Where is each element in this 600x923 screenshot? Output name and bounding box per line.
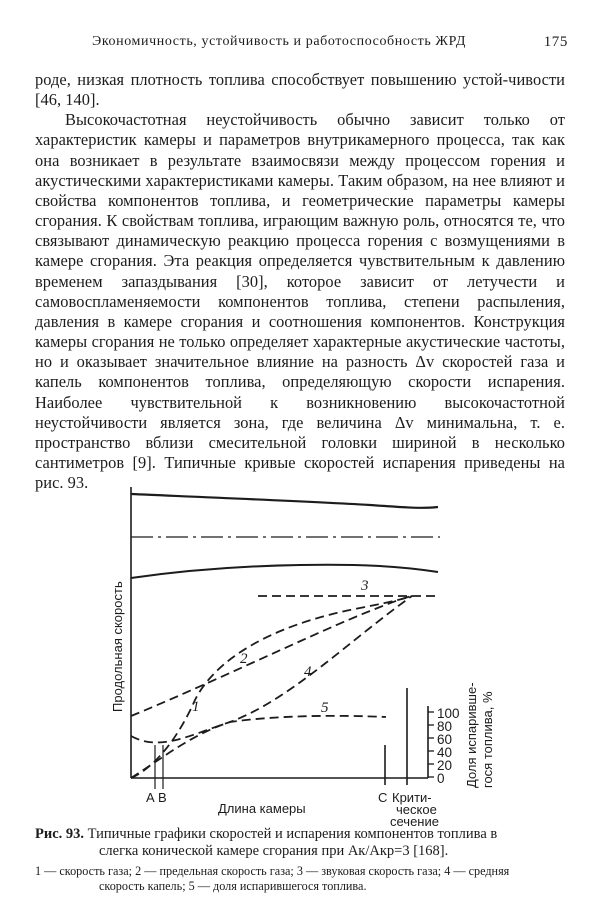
curve-5	[131, 716, 386, 778]
critical-label-3: сечение	[390, 814, 439, 826]
paragraph-main: Высокочастотная неустойчивость обычно зависит только от характеристик камеры и параметров внутрикамерного процесса, так как она возникает в результате взаимосвязи между процессом горения и акустическими характеристиками камеры. Таким образом, на нее влияют и свойства компонентов топлива, и геометрические параметры камеры сгорания. К свойствам топлива, играющим важную роль, относятся те, что связывают динамическую реакцию процесса горения с возмущениями в камере сгорания. Эта реакция определяется чувствительным к давлению временем запаздывания [30], которое зависит от летучести и самовоспламеняемости компонентов топлива, степени распыления, давления в камере сгорания и соотношения компонентов. Конструкция камеры сгорания не только определяет характерные акустические частоты, но и оказывает значительное влияние на разность Δv скоростей газа и капель компонентов топлива, определяющую скорости испарения. Наиболее чувствительной к возникновению высокочастотной неустойчивости является зона, где величина Δv минимальна, т. е. пространство вблизи смесительной головки шириной в несколько сантиметров [9]. Типичные кривые скоростей испарения приведены на рис. 93.	[35, 110, 565, 493]
curve-label-1: 1	[192, 699, 200, 715]
tick-0: 0	[437, 771, 445, 786]
curve-label-4: 4	[304, 664, 312, 680]
paragraph-continuation: роде, низкая плотность топлива способствует повышению устой-чивости [46, 140].	[35, 70, 565, 110]
caption-text-2: слегка конической камере сгорания при Aк/Aкр=3 [168].	[99, 843, 449, 859]
curve-1-upper	[131, 565, 438, 578]
tick-80: 80	[437, 719, 453, 734]
caption-text-1: Типичные графики скоростей и испарения компонентов топлива в	[87, 826, 498, 842]
tick-40: 40	[437, 745, 453, 760]
curve-label-2: 2	[240, 651, 248, 667]
body-text	[35, 70, 565, 493]
curve-2	[131, 596, 412, 716]
critical-label-2: ческое	[396, 802, 437, 817]
tick-100: 100	[437, 706, 460, 721]
point-label-b: B	[158, 790, 167, 805]
curve-label-5: 5	[321, 700, 329, 716]
figure-legend	[35, 864, 570, 894]
right-axis-label-2: гося топлива, %	[480, 691, 495, 788]
curve-1	[131, 596, 412, 742]
page-header	[92, 34, 568, 58]
figure-93	[0, 470, 600, 826]
tick-20: 20	[437, 758, 453, 773]
legend-line-1: 1 — скорость газа; 2 — предельная скорость газа; 3 — звуковая скорость газа; 4 — средняя	[35, 864, 510, 878]
figure-caption	[35, 826, 565, 860]
x-axis-label: Длина камеры	[218, 801, 306, 816]
caption-label: Рис. 93.	[35, 826, 85, 842]
running-title: Экономичность, устойчивость и работоспособность ЖРД	[92, 34, 467, 49]
right-axis-label-1: Доля испаривше-	[464, 682, 479, 788]
tick-60: 60	[437, 732, 453, 747]
y-axis-label: Продольная скорость	[110, 581, 125, 712]
page-number: 175	[543, 34, 568, 50]
point-label-a: A	[146, 790, 155, 805]
point-label-c: C	[378, 790, 388, 805]
legend-line-2: скорость капель; 5 — доля испарившегося топлива.	[99, 879, 367, 893]
chamber-top-line	[131, 494, 438, 508]
curve-label-3: 3	[361, 578, 369, 594]
right-axis-ticks	[428, 712, 434, 777]
critical-label-1: Крити-	[392, 790, 432, 805]
